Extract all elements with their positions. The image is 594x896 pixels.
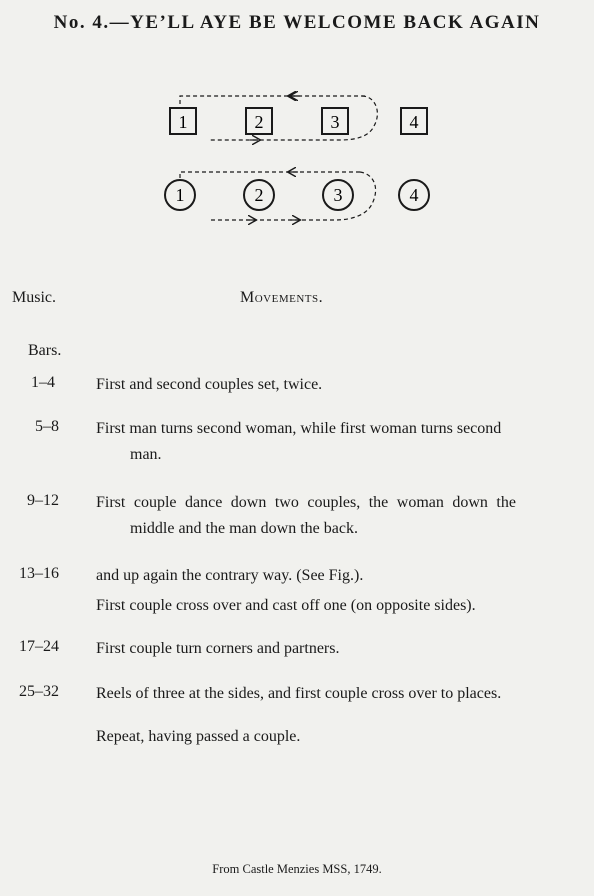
top-path-line xyxy=(180,96,365,108)
svg-text:3: 3 xyxy=(330,112,340,132)
circle-4 xyxy=(399,180,429,210)
row-text: Reels of three at the sides, and first couple cross over to places. xyxy=(96,685,502,702)
row-text: First couple dance down two couples, the woman down the xyxy=(96,494,516,511)
row-text-continued: middle and the man down the back. xyxy=(130,520,358,537)
row-text: First and second couples set, twice. xyxy=(96,376,323,393)
row-text-continued: man. xyxy=(130,446,162,463)
square-2 xyxy=(246,108,272,134)
circle-3 xyxy=(323,180,353,210)
svg-text:1: 1 xyxy=(175,185,185,205)
row-text: First couple turn corners and partners. xyxy=(96,640,340,657)
bars-label: Bars. xyxy=(28,342,62,359)
dance-figure-diagram xyxy=(150,82,450,232)
row-bars: 25–32 xyxy=(19,683,59,700)
movements-column-header: Movements. xyxy=(240,289,324,306)
row-bars: 17–24 xyxy=(19,638,59,655)
top-return-curve xyxy=(210,96,377,140)
svg-text:2: 2 xyxy=(254,112,264,132)
svg-text:4: 4 xyxy=(409,112,419,132)
svg-text:4: 4 xyxy=(409,185,419,205)
row-text: First man turns second woman, while first woman turns second xyxy=(96,420,502,437)
square-3 xyxy=(322,108,348,134)
svg-text:3: 3 xyxy=(333,185,343,205)
svg-text:2: 2 xyxy=(254,185,264,205)
circle-1 xyxy=(165,180,195,210)
bottom-path-line xyxy=(180,172,360,180)
row-text: Repeat, having passed a couple. xyxy=(96,728,301,745)
row-text: and up again the contrary way. (See Fig.). xyxy=(96,567,364,584)
circle-2 xyxy=(244,180,274,210)
bottom-return-curve xyxy=(210,172,376,220)
square-4 xyxy=(401,108,427,134)
row-bars: 5–8 xyxy=(35,418,59,435)
row-bars: 9–12 xyxy=(27,492,59,509)
square-1 xyxy=(170,108,196,134)
row-bars: 1–4 xyxy=(31,374,55,391)
source-footer: From Castle Menzies MSS, 1749. xyxy=(212,862,382,876)
page-title: No. 4.—YE’LL AYE BE WELCOME BACK AGAIN xyxy=(53,12,541,33)
music-column-header: Music. xyxy=(12,289,56,306)
row-bars: 13–16 xyxy=(19,565,59,582)
svg-text:1: 1 xyxy=(178,112,188,132)
row-text-continued: First couple cross over and cast off one (on opposite sides). xyxy=(96,597,476,614)
